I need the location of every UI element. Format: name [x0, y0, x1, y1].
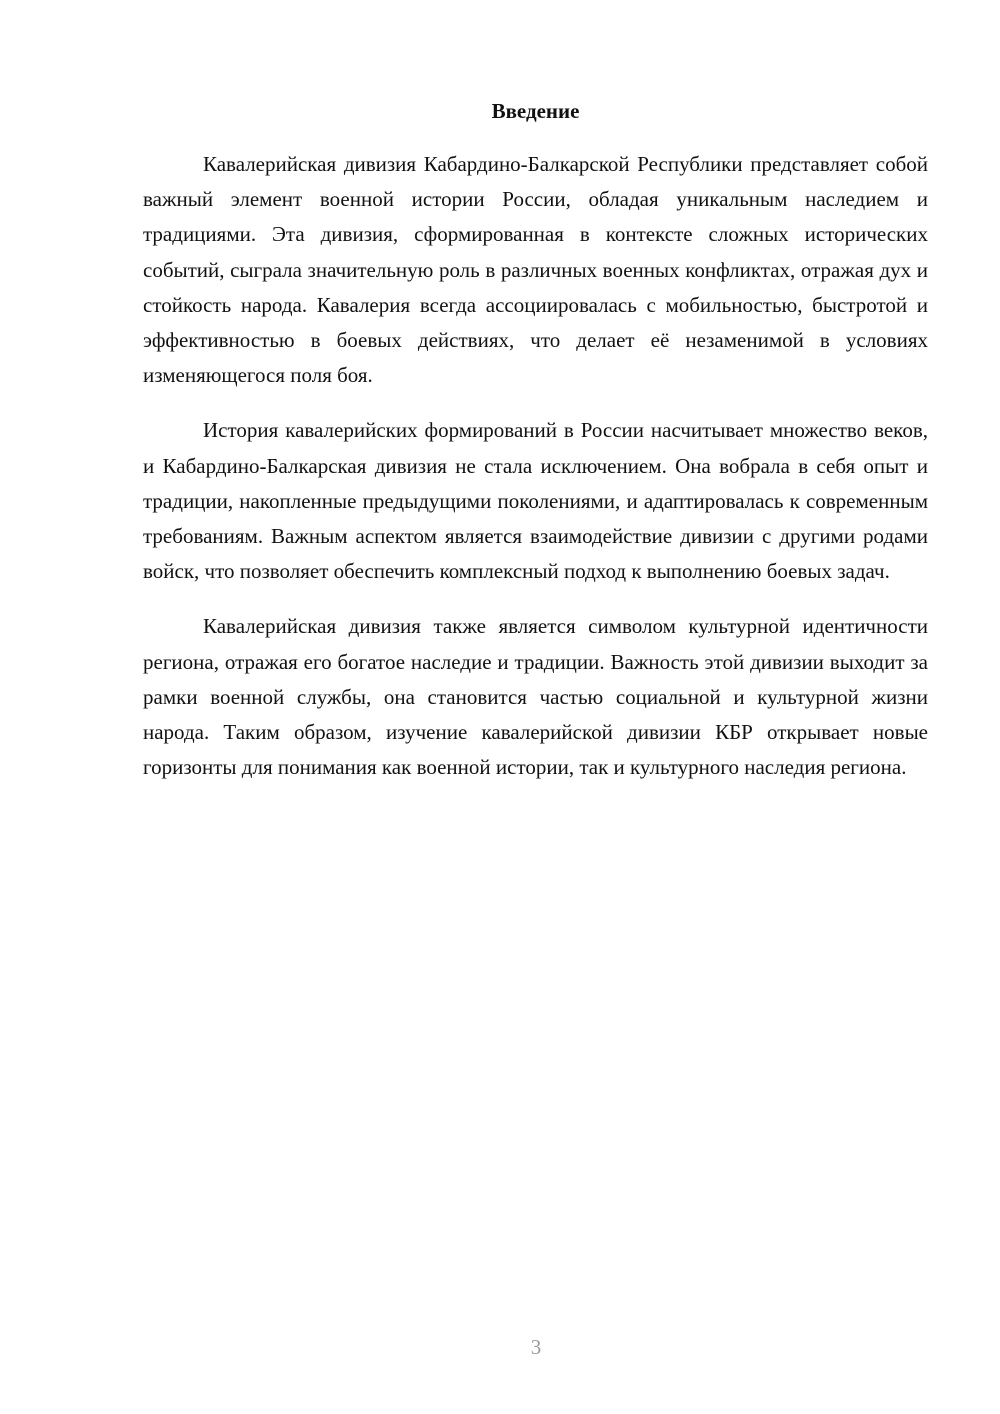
page-number: 3 — [530, 1335, 542, 1359]
paragraph-2: История кавалерийских формирований в России насчитывает множество веков, и Кабардино-Балкарская дивизия не стала исключением. Она вобрала в себя опыт и традиции, накопленные предыдущими поколениями, и адаптировалась к современным требованиям. Важным аспектом является взаимодействие дивизии с другими родами войск, что позволяет обеспечить комплексный подход к выполнению боевых задач. — [143, 418, 928, 584]
paragraph-3: Кавалерийская дивизия также является символом культурной идентичности региона, отражая его богатое наследие и традиции. Важность этой дивизии выходит за рамки военной службы, она становится частью социальной и культурной жизни народа. Таким образом, изучение кавалерийской дивизии КБР открывает новые горизонты для понимания как военной истории, так и культурного наследия региона. — [143, 614, 928, 780]
section-title: Введение — [491, 99, 580, 123]
page-content — [143, 94, 928, 805]
paragraph-1: Кавалерийская дивизия Кабардино-Балкарской Республики представляет собой важный элемент военной истории России, обладая уникальным наследием и традициями. Эта дивизия, сформированная в контексте сложных исторических событий, сыграла значительную роль в различных военных конфликтах, отражая дух и стойкость народа. Кавалерия всегда ассоциировалась с мобильностью, быстротой и эффективностью в боевых действиях, что делает её незаменимой в условиях изменяющегося поля боя. — [143, 152, 928, 388]
